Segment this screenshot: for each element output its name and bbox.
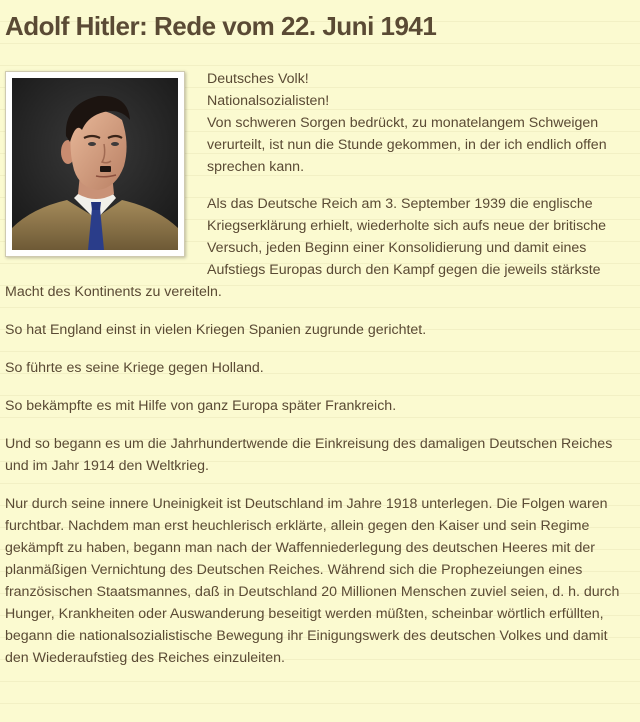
paragraph-7: Nur durch seine innere Uneinigkeit ist Deutschland im Jahre 1918 unterlegen. Die Folgen waren furchtbar. Nachdem man erst heuchlerisch erklärte, allein gegen den Kaiser und sein Regime gekämpft zu haben, begann man nach der Waffenniederlegung des deutschen Heeres mit der planmäßigen Vernichtung des Deutschen Reiches. Während sich die Prophezeiungen eines französischen Staatsmannes, daß in Deutschland 20 Millionen Menschen zuviel seien, d. h. durch Hunger, Krankheiten oder Auswanderung beseitigt werden müßten, scheinbar wörtlich erfüllten, begann die nationalsozialistische Bewegung ihr Einigungswerk des deutschen Volkes und damit den Wiederaufstieg des Reiches einzuleiten. (5, 496, 620, 666)
paragraph-4: So führte es seine Kriege gegen Holland. (5, 360, 264, 376)
page-title: Adolf Hitler: Rede vom 22. Juni 1941 (5, 11, 437, 41)
paragraph-1: Von schweren Sorgen bedrückt, zu monatelangem Schweigen verurteilt, ist nun die Stunde gekommen, in der ich endlich offen sprechen kann. (207, 115, 607, 175)
greeting-volk: Deutsches Volk! (207, 71, 309, 87)
paragraph-3: So hat England einst in vielen Kriegen Spanien zugrunde gerichtet. (5, 322, 427, 338)
page (5, 0, 635, 685)
greeting-ns: Nationalsozialisten! (207, 93, 330, 109)
portrait-image (5, 71, 185, 257)
speech-text (5, 68, 635, 669)
paragraph-5: So bekämpfte es mit Hilfe von ganz Europa später Frankreich. (5, 398, 397, 414)
paragraph-6: Und so begann es um die Jahrhundertwende die Einkreisung des damaligen Deutschen Reiches und im Jahr 1914 den Weltkrieg. (5, 436, 613, 474)
paragraph-2: Als das Deutsche Reich am 3. September 1939 die englische Kriegserklärung erhielt, wiederholte sich aufs neue der britische Versuch, jeden Beginn einer Konsolidierung und damit eines Aufstiegs Europas durch den Kampf gegen die jeweils stärkste Macht des Kontinents zu vereiteln. (5, 196, 607, 300)
portrait-photo-icon (12, 78, 178, 250)
